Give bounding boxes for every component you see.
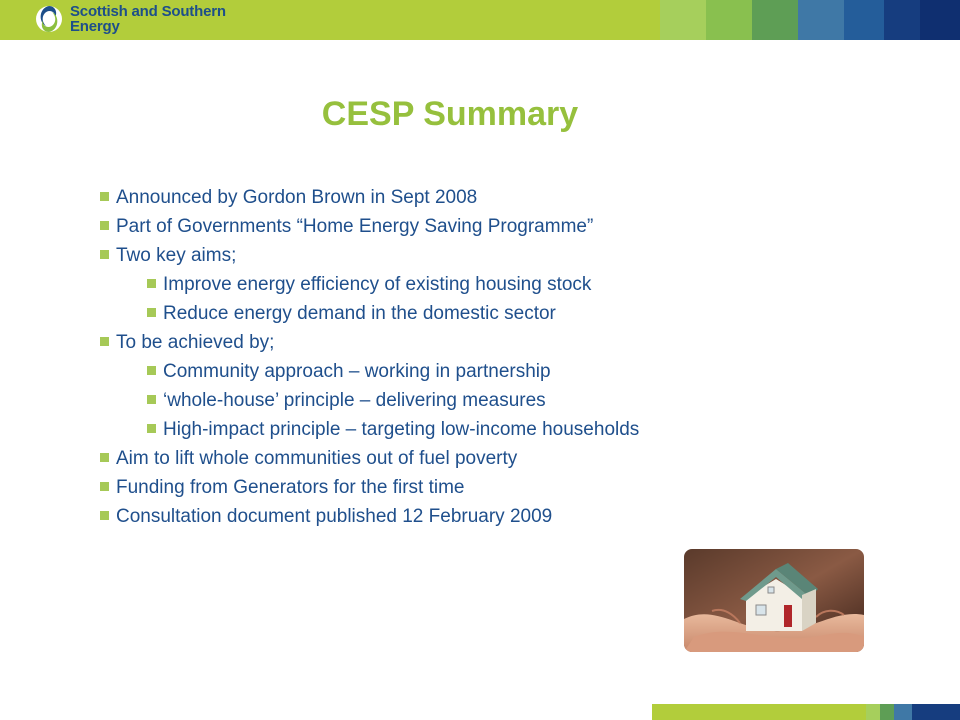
bullet-text: Reduce energy demand in the domestic sector	[163, 303, 556, 324]
slide-title: CESP Summary	[321, 95, 579, 133]
bullet-text: Consultation document published 12 February 2009	[116, 506, 553, 527]
bullet-square-icon	[147, 366, 156, 375]
company-logo	[34, 2, 226, 36]
header-band-segment	[844, 0, 884, 40]
swirl-logo-icon	[34, 2, 64, 36]
bullet-text: Community approach – working in partnership	[163, 361, 551, 382]
bullet-square-icon	[147, 308, 156, 317]
footer-band-segment	[894, 704, 912, 720]
logo-area	[0, 0, 660, 40]
bullet-square-icon	[100, 337, 109, 346]
bullet-text: Announced by Gordon Brown in Sept 2008	[116, 187, 478, 208]
bullet-square-icon	[100, 192, 109, 201]
header-band	[0, 0, 960, 40]
footer-band-segment	[866, 704, 880, 720]
footer-band-segment	[652, 704, 866, 720]
bullet-text: ‘whole-house’ principle – delivering measures	[163, 390, 546, 411]
bullet-text: Aim to lift whole communities out of fuel poverty	[116, 448, 518, 469]
header-band-segment	[660, 0, 706, 40]
sub-bullet-item	[100, 357, 639, 386]
footer-band	[652, 704, 960, 720]
footer-band-segment	[880, 704, 894, 720]
bullet-list	[100, 183, 639, 531]
bullet-item	[100, 241, 639, 270]
header-band-segment	[884, 0, 920, 40]
bullet-square-icon	[147, 279, 156, 288]
bullet-text: Improve energy efficiency of existing housing stock	[163, 274, 592, 295]
bullet-square-icon	[100, 511, 109, 520]
header-band-segment	[706, 0, 752, 40]
sub-bullet-item	[100, 386, 639, 415]
bullet-text: Two key aims;	[116, 245, 237, 266]
bullet-item	[100, 183, 639, 212]
bullet-square-icon	[100, 221, 109, 230]
bullet-item	[100, 328, 639, 357]
bullet-item	[100, 473, 639, 502]
bullet-item	[100, 212, 639, 241]
house-in-hands-photo	[684, 549, 864, 652]
header-band-segment	[920, 0, 960, 40]
logo-line-1: Scottish and Southern	[70, 3, 226, 20]
bullet-text: High-impact principle – targeting low-income households	[163, 419, 640, 440]
sub-bullet-item	[100, 270, 639, 299]
header-band-segment	[752, 0, 798, 40]
bullet-square-icon	[100, 453, 109, 462]
sub-bullet-item	[100, 415, 639, 444]
sub-bullet-item	[100, 299, 639, 328]
header-band-segment	[798, 0, 844, 40]
bullet-item	[100, 502, 639, 531]
bullet-square-icon	[100, 250, 109, 259]
logo-line-2: Energy	[70, 18, 120, 35]
footer-band-segment	[912, 704, 960, 720]
bullet-square-icon	[100, 482, 109, 491]
bullet-text: Funding from Generators for the first time	[116, 477, 465, 498]
bullet-text: To be achieved by;	[116, 332, 275, 353]
bullet-square-icon	[147, 395, 156, 404]
bullet-item	[100, 444, 639, 473]
bullet-square-icon	[147, 424, 156, 433]
bullet-text: Part of Governments “Home Energy Saving Programme”	[116, 216, 594, 237]
